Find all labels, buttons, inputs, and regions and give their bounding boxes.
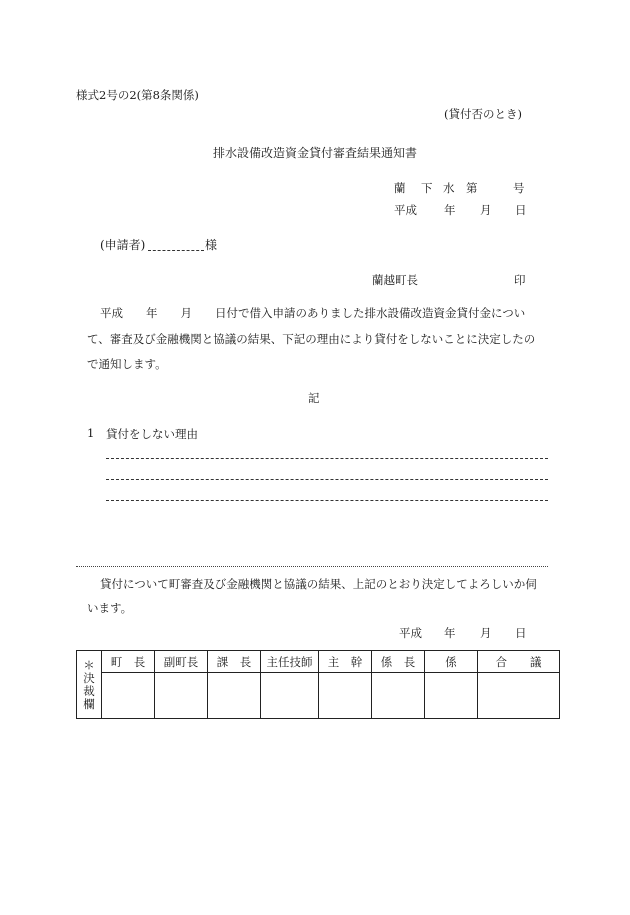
doc-number-prefix: 蘭 [394, 181, 406, 195]
addressee-honorific: 様 [205, 238, 218, 252]
body-line-2: て、審査及び金融機関と協議の結果、下記の理由により貸付をしないことに決定したの [87, 332, 536, 346]
body-line-3: で通知します。 [87, 357, 167, 371]
approval-seal-cell [372, 673, 425, 719]
approval-seal-cell [208, 673, 261, 719]
doc-number-part4: 第 [466, 181, 478, 195]
approval-table [76, 650, 560, 719]
approval-header-consultation: 合 議 [478, 651, 560, 673]
document-title: 排水設備改造資金貸付審査結果通知書 [213, 146, 418, 160]
reason-number: 1 [87, 426, 95, 440]
reason-blank-line [106, 500, 548, 501]
approval-seal-cell [102, 673, 155, 719]
internal-line-1: 貸付について町審査及び金融機関と協議の結果、上記のとおり決定してよろしいか伺 [100, 577, 537, 591]
reason-label: 貸付をしない理由 [106, 427, 198, 441]
issue-date-era: 平成 [394, 203, 417, 217]
body-line-1: 平成 年 月 日付で借入申請のありました排水設備改造資金貸付金につい [100, 306, 526, 320]
approval-seal-cell [478, 673, 560, 719]
issue-date-year: 年 [444, 203, 456, 217]
sender-seal: 印 [514, 273, 526, 287]
internal-date-day: 日 [515, 626, 527, 640]
doc-number-suffix: 号 [513, 181, 525, 195]
approval-header-mayor: 町 長 [102, 651, 155, 673]
form-subtitle: (貸付否のとき) [444, 107, 522, 121]
approval-header-deputy-mayor: 副町長 [155, 651, 208, 673]
approval-side-char: 欄 [83, 696, 95, 711]
approval-header-subsection-chief: 係 長 [372, 651, 425, 673]
approval-seal-cell [319, 673, 372, 719]
internal-line-2: います。 [87, 601, 133, 615]
ki-heading: 記 [308, 391, 320, 405]
internal-date-month: 月 [480, 626, 492, 640]
approval-side-label [77, 651, 102, 719]
doc-number-part3: 水 [443, 181, 455, 195]
addressee-blank-line [148, 250, 204, 251]
issue-date-month: 月 [480, 203, 492, 217]
approval-side-char: ＊ [83, 657, 95, 672]
approval-seal-cell [425, 673, 478, 719]
internal-date-year: 年 [444, 626, 456, 640]
approval-side-char: 裁 [83, 683, 95, 698]
sender-name: 蘭越町長 [372, 273, 418, 287]
addressee-label: (申請者) [100, 238, 146, 252]
issue-date-day: 日 [515, 203, 527, 217]
reason-blank-line [106, 479, 548, 480]
approval-header-chief-engineer: 主任技師 [261, 651, 319, 673]
approval-seal-cell [261, 673, 319, 719]
approval-header-section-chief: 課 長 [208, 651, 261, 673]
approval-header-staff: 係 [425, 651, 478, 673]
reason-blank-line [106, 458, 548, 459]
form-number: 様式2号の2(第8条関係) [76, 88, 199, 102]
approval-seal-cell [155, 673, 208, 719]
approval-side-char: 決 [83, 670, 95, 685]
section-separator [76, 566, 548, 567]
internal-date-era: 平成 [399, 626, 422, 640]
approval-header-manager: 主 幹 [319, 651, 372, 673]
doc-number-part2: 下 [421, 181, 433, 195]
